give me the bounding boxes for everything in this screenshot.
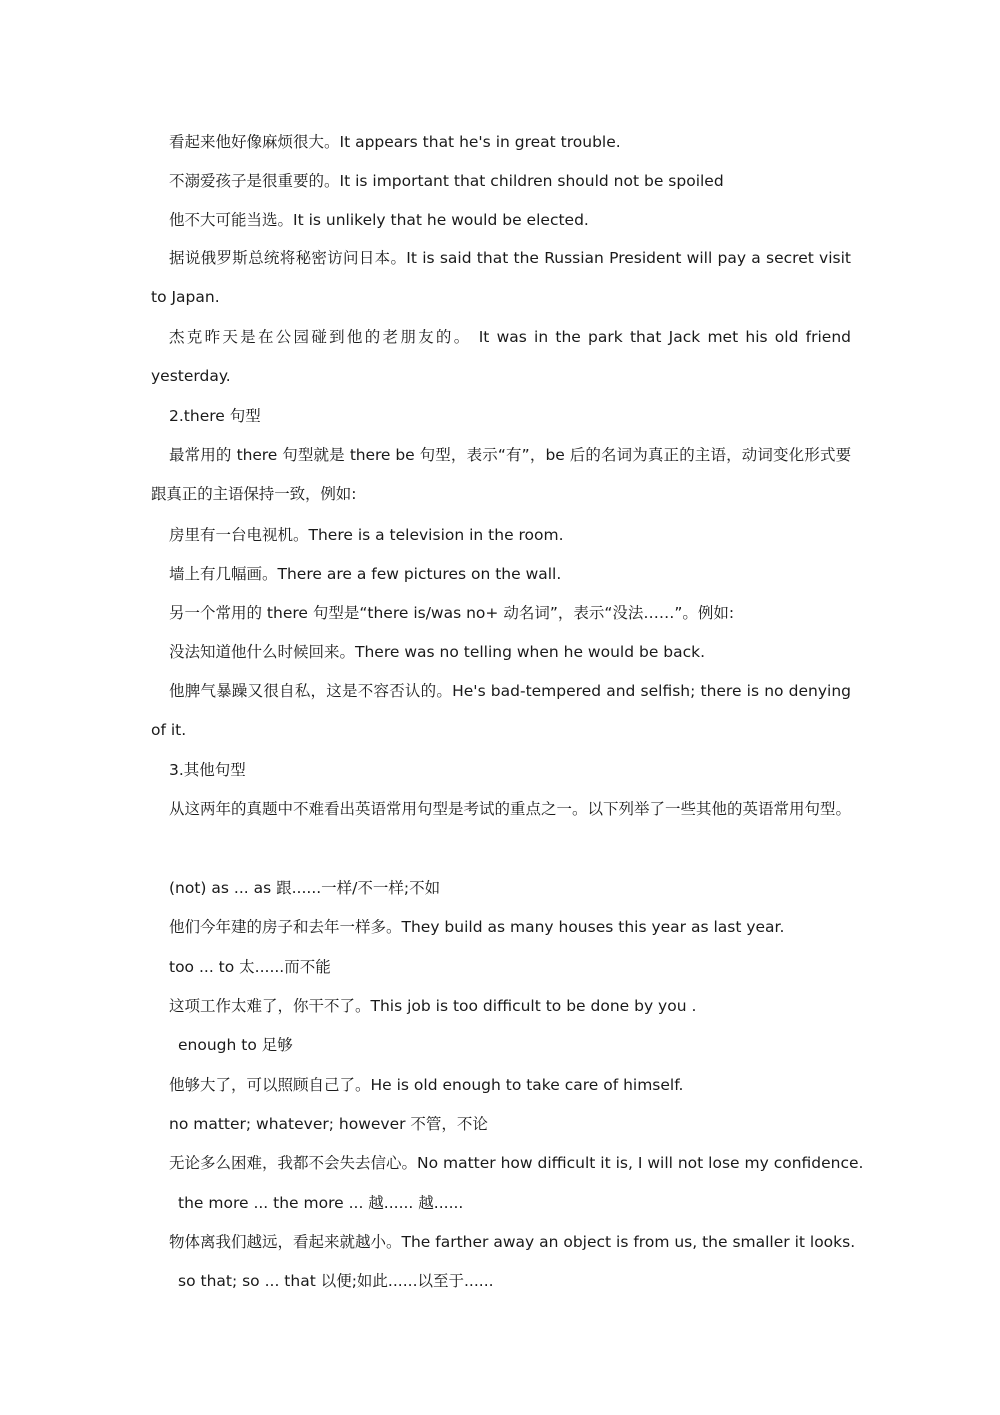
text-line: 墙上有几幅画。There are a few pictures on the wall.	[169, 565, 562, 583]
text-line: 他们今年建的房子和去年一样多。They build as many houses this year as last year.	[169, 918, 785, 936]
text-line: 不溺爱孩子是很重要的。It is important that children should not be spoiled	[169, 172, 724, 190]
text-line: 这项工作太难了，你干不了。This job is too difficult to be done by you .	[169, 997, 697, 1015]
text-paragraph: 据说俄罗斯总统将秘密访问日本。It is said that the Russian President will pay a secret visit to Japan.	[151, 249, 851, 307]
text-line: 他够大了，可以照顾自己了。He is old enough to take care of himself.	[169, 1076, 684, 1094]
pattern-heading: (not) as ... as 跟......一样/不一样;不如	[169, 879, 441, 897]
section-heading: 2.there 句型	[169, 407, 261, 425]
text-line: 看起来他好像麻烦很大。It appears that he's in great trouble.	[169, 133, 621, 151]
text-paragraph: 最常用的 there 句型就是 there be 句型，表示“有”，be 后的名词为真正的主语，动词变化形式要跟真正的主语保持一致，例如:	[151, 446, 851, 504]
section-heading: 3.其他句型	[169, 761, 246, 779]
text-line: 另一个常用的 there 句型是“there is/was no+ 动名词”，表示“没法……”。例如:	[169, 604, 735, 622]
pattern-heading: too ... to 太......而不能	[169, 958, 331, 976]
pattern-heading: no matter; whatever; however 不管，不论	[169, 1115, 488, 1133]
pattern-heading: enough to 足够	[178, 1036, 293, 1054]
text-line: 没法知道他什么时候回来。There was no telling when he would be back.	[169, 643, 706, 661]
text-line: 他不大可能当选。It is unlikely that he would be elected.	[169, 211, 589, 229]
text-line: 无论多么困难，我都不会失去信心。No matter how difficult it is, I will not lose my confidence.	[169, 1154, 864, 1172]
text-paragraph: 他脾气暴躁又很自私，这是不容否认的。He's bad-tempered and selfish; there is no denying of it.	[151, 682, 851, 740]
text-line: 物体离我们越远，看起来就越小。The farther away an object is from us, the smaller it looks.	[169, 1233, 856, 1251]
text-paragraph: 从这两年的真题中不难看出英语常用句型是考试的重点之一。以下列举了一些其他的英语常用句型。	[169, 800, 852, 818]
text-line: 房里有一台电视机。There is a television in the room.	[169, 526, 564, 544]
text-paragraph: 杰克昨天是在公园碰到他的老朋友的。 It was in the park that Jack met his old friend yesterday.	[151, 328, 851, 386]
pattern-heading: the more ... the more ... 越...... 越......	[178, 1194, 464, 1212]
pattern-heading: so that; so ... that 以便;如此......以至于......	[178, 1272, 494, 1290]
